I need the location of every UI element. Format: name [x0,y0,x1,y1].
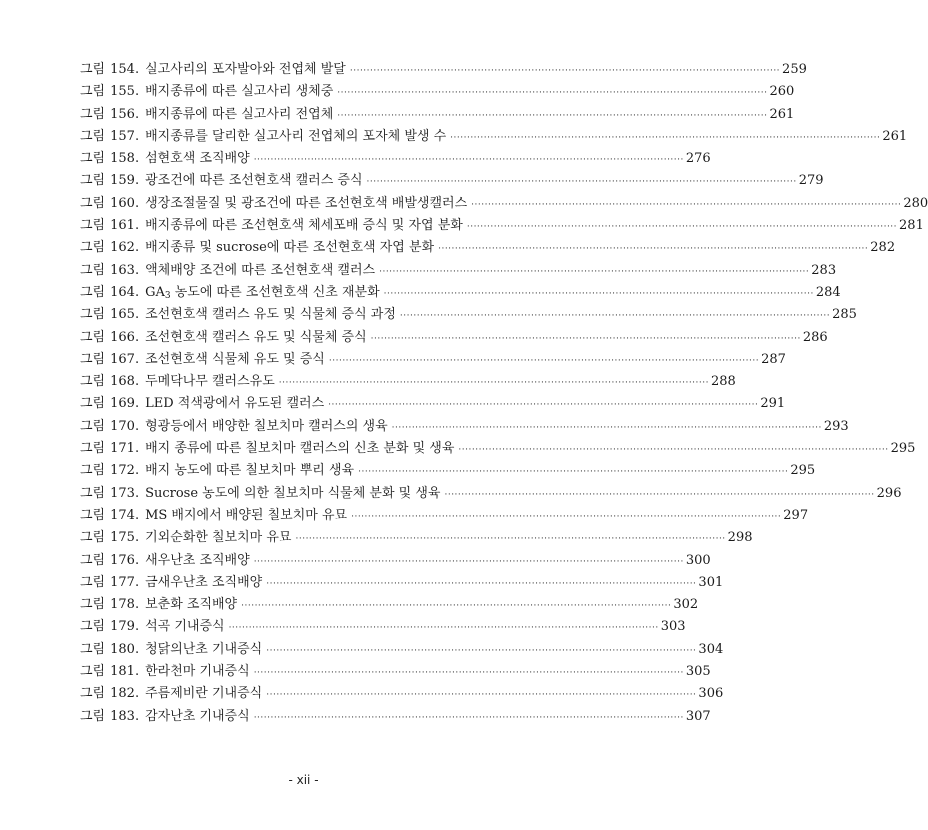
page-ref: 302 [673,597,699,613]
figure-prefix: 그림 [80,106,106,122]
figure-title: 조선현호색 캘러스 유도 및 식물체 증식 [145,329,367,345]
figure-title: 배지종류에 따른 실고사리 전엽체 [145,106,334,122]
figure-list [80,59,928,728]
figure-number: 166. [110,329,140,345]
figure-number: 179. [110,619,140,635]
page-ref: 284 [815,284,841,300]
figure-prefix: 그림 [80,173,106,189]
figure-prefix: 그림 [80,463,106,479]
figure-prefix: 그림 [80,351,106,367]
figure-prefix: 그림 [80,641,106,657]
figure-prefix: 그림 [80,664,106,680]
figure-title: 배지종류에 따른 조선현호색 체세포배 증식 및 자엽 분화 [145,218,463,234]
figure-prefix: 그림 [80,84,106,100]
figure-entry [80,237,896,259]
page-ref: 293 [823,418,849,434]
figure-entry [80,683,724,705]
figure-number: 156. [110,106,140,122]
dot-leader [279,372,709,394]
figure-title: 배지 농도에 따른 칠보치마 뿌리 생육 [145,463,355,479]
page-ref: 291 [760,396,786,412]
dot-leader [337,105,767,127]
figure-number: 157. [110,128,140,144]
figure-prefix: 그림 [80,441,106,457]
figure-number: 161. [110,218,140,234]
figure-number: 171. [110,441,140,457]
figure-title: 배지종류 및 sucrose에 따른 조선현호색 자엽 분화 [145,240,435,256]
figure-title: 배지종류를 달리한 실고사리 전엽체의 포자체 발생 수 [145,128,447,144]
figure-prefix: 그림 [80,128,106,144]
figure-prefix: 그림 [80,396,106,412]
figure-entry [80,148,711,170]
figure-entry [80,639,724,661]
figure-number: 176. [110,552,140,568]
dot-leader [400,305,830,327]
figure-number: 169. [110,396,140,412]
figure-number: 175. [110,530,140,546]
figure-prefix: 그림 [80,686,106,702]
page-ref: 295 [890,441,916,457]
figure-number: 160. [110,195,140,211]
figure-title: 배지종류에 따른 실고사리 생체중 [145,84,334,100]
figure-entry [80,327,828,349]
dot-leader [444,484,874,506]
figure-number: 164. [110,284,140,300]
figure-number: 155. [110,84,140,100]
figure-number: 174. [110,507,140,523]
dot-leader [266,684,696,706]
figure-title: 섬현호색 조직배양 [145,151,250,167]
figure-prefix: 그림 [80,262,106,278]
figure-title: LED 적색광에서 유도된 캘러스 [145,396,325,412]
page-ref: 282 [870,240,896,256]
dot-leader [358,461,788,483]
figure-number: 158. [110,151,140,167]
dot-leader [229,617,659,639]
figure-title: 실고사리의 포자발아와 전엽체 발달 [145,62,346,77]
dot-leader [254,662,684,684]
figure-prefix: 그림 [80,418,106,434]
figure-prefix: 그림 [80,329,106,345]
page-ref: 280 [903,195,928,211]
dot-leader [328,394,758,416]
figure-entry [80,416,849,438]
figure-title-prefix: GA [145,284,165,300]
page-ref: 304 [698,641,724,657]
page-ref: 260 [769,84,795,100]
figure-entry [80,170,824,192]
figure-entry [80,304,857,326]
dot-leader [458,439,888,461]
figure-entry [80,282,841,304]
figure-entry [80,594,699,616]
figure-number: 173. [110,485,140,501]
figure-prefix: 그림 [80,530,106,546]
figure-entry [80,215,924,237]
dot-leader [266,640,696,662]
page-ref: 286 [802,329,828,345]
figure-number: 167. [110,351,140,367]
figure-entry [80,706,711,728]
figure-title: 감자난초 기내증식 [145,708,250,724]
page-ref: 306 [698,686,724,702]
page-ref: 283 [811,262,837,278]
figure-prefix: 그림 [80,708,106,724]
page-ref: 295 [790,463,816,479]
figure-entry [80,460,816,482]
figure-number: 183. [110,708,140,724]
dot-leader [266,573,696,595]
page-ref: 301 [698,574,724,590]
figure-number: 181. [110,664,140,680]
dot-leader [350,60,780,82]
figure-entry [80,81,795,103]
figure-entry [80,393,786,415]
figure-title: 형광등에서 배양한 칠보치마 캘러스의 생육 [145,418,388,434]
dot-leader [450,127,880,149]
page-ref: 303 [660,619,686,635]
page-ref: 305 [685,664,711,680]
figure-title: 청닭의난초 기내증식 [145,641,263,657]
figure-entry [80,438,916,460]
page-ref: 307 [685,708,711,724]
figure-prefix: 그림 [80,307,106,323]
page-ref: 298 [727,530,753,546]
figure-title: MS 배지에서 배양된 칠보치마 유묘 [145,507,348,523]
dot-leader [467,216,897,238]
figure-prefix: 그림 [80,284,106,300]
figure-prefix: 그림 [80,240,106,256]
dot-leader [351,506,781,528]
page-number: - xii - [288,773,319,787]
figure-title: 배지 종류에 따른 칠보치마 캘러스의 신초 분화 및 생육 [145,441,455,457]
figure-number: 170. [110,418,140,434]
figure-number: 178. [110,597,140,613]
dot-leader [379,261,809,283]
figure-entry [80,661,711,683]
figure-entry [80,126,908,148]
figure-title: 조선현호색 식물체 유도 및 증식 [145,351,325,367]
dot-leader [254,707,684,729]
dot-leader [254,149,684,171]
figure-entry [80,550,711,572]
page-ref: 297 [783,507,809,523]
figure-title: 보춘화 조직배양 [145,597,238,613]
page-ref: 261 [882,128,908,144]
figure-entry [80,527,753,549]
figure-title: 액체배양 조건에 따른 조선현호색 캘러스 [145,262,376,278]
page-ref: 281 [899,218,924,234]
figure-entry [80,371,736,393]
page-ref: 259 [782,62,807,77]
figure-title: 조선현호색 캘러스 유도 및 식물체 증식 과정 [145,307,396,323]
page-ref: 285 [832,307,857,323]
figure-title: 새우난초 조직배양 [145,552,250,568]
page-ref: 261 [769,106,795,122]
figure-title: 기외순화한 칠보치마 유묘 [145,530,292,546]
figure-entry [80,572,724,594]
figure-number: 168. [110,374,140,390]
figure-entry [80,59,807,81]
figure-number: 163. [110,262,140,278]
figure-title: 석곡 기내증식 [145,619,225,635]
figure-prefix: 그림 [80,195,106,211]
dot-leader [329,350,759,372]
figure-entry [80,616,686,638]
figure-title: 광조건에 따른 조선현호색 캘러스 증식 [145,173,363,189]
figure-prefix: 그림 [80,151,106,167]
figure-prefix: 그림 [80,218,106,234]
figure-entry [80,193,928,215]
figure-title-rest: 농도에 따른 조선현호색 신초 재분화 [170,284,380,300]
page-ref: 288 [710,374,736,390]
dot-leader [384,283,814,305]
figure-number: 165. [110,307,140,323]
dot-leader [295,528,725,550]
figure-number: 172. [110,463,140,479]
figure-title: 생장조절물질 및 광조건에 따른 조선현호색 배발생캘러스 [145,195,468,211]
page-ref: 296 [876,485,902,501]
dot-leader [392,417,822,439]
page-ref: 300 [685,552,711,568]
figure-prefix: 그림 [80,485,106,501]
figure-title-subscript: 3 [164,290,171,301]
figure-number: 182. [110,686,140,702]
dot-leader [367,171,797,193]
figure-entry [80,349,786,371]
figure-entry [80,483,902,505]
dot-leader [337,82,767,104]
dot-leader [241,595,671,617]
figure-entry [80,104,795,126]
figure-title: Sucrose 농도에 의한 칠보치마 식물체 분화 및 생육 [145,485,441,501]
page-ref: 287 [761,351,786,367]
figure-title: 주름제비란 기내증식 [145,686,263,702]
figure-title: 금새우난초 조직배양 [145,574,263,590]
figure-prefix: 그림 [80,597,106,613]
figure-prefix: 그림 [80,574,106,590]
figure-entry [80,260,837,282]
figure-number: 159. [110,173,140,189]
figure-title: 한라천마 기내증식 [145,664,250,680]
figure-number: 162. [110,240,140,256]
dot-leader [438,238,868,260]
page-ref: 276 [685,151,711,167]
dot-leader [371,328,801,350]
figure-entry [80,505,809,527]
dot-leader [471,194,901,216]
figure-number: 154. [110,62,140,77]
figure-prefix: 그림 [80,374,106,390]
figure-prefix: 그림 [80,619,106,635]
figure-prefix: 그림 [80,507,106,523]
figure-prefix: 그림 [80,62,106,77]
figure-prefix: 그림 [80,552,106,568]
figure-number: 177. [110,574,140,590]
dot-leader [254,551,684,573]
figure-number: 180. [110,641,140,657]
page-ref: 279 [798,173,824,189]
figure-title: 두메닥나무 캘러스유도 [145,374,275,390]
